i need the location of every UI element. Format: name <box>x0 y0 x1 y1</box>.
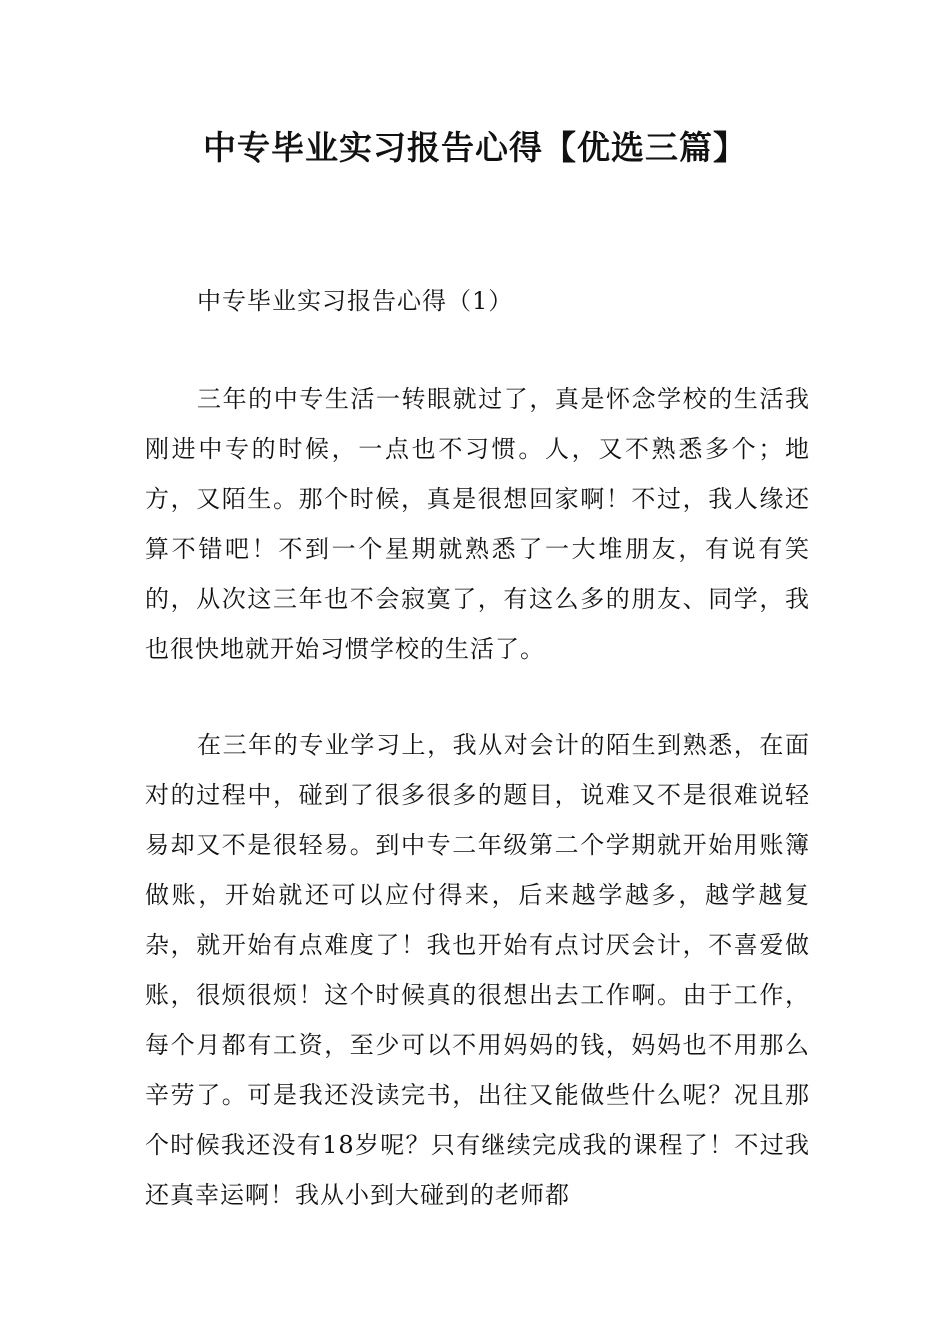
section-heading: 中专毕业实习报告心得（1） <box>197 287 514 315</box>
paragraph-1: 三年的中专生活一转眼就过了，真是怀念学校的生活我刚进中专的时候，一点也不习惯。人，又不熟悉多个；地方，又陌生。那个时候，真是很想回家啊！不过，我人缘还算不错吧！不到一个星期就熟悉了一大堆朋友，有说有笑的，从次这三年也不会寂寞了，有这么多的朋友、同学，我也很快地就开始习惯学校的生活了。 <box>145 385 810 663</box>
document-title: 中专毕业实习报告心得【优选三篇】 <box>203 128 747 167</box>
paragraph-2: 在三年的专业学习上，我从对会计的陌生到熟悉，在面对的过程中，碰到了很多很多的题目，说难又不是很难说轻易却又不是很轻易。到中专二年级第二个学期就开始用账簿做账，开始就还可以应付得来，后来越学越多，越学越复杂，就开始有点难度了！我也开始有点讨厌会计，不喜爱做账，很烦很烦！这个时候真的很想出去工作啊。由于工作，每个月都有工资，至少可以不用妈妈的钱，妈妈也不用那么辛劳了。可是我还没读完书，出往又能做些什么呢？况且那个时候我还没有18岁呢？只有继续完成我的课程了！不过我还真幸运啊！我从小到大碰到的老师都 <box>145 731 810 1209</box>
